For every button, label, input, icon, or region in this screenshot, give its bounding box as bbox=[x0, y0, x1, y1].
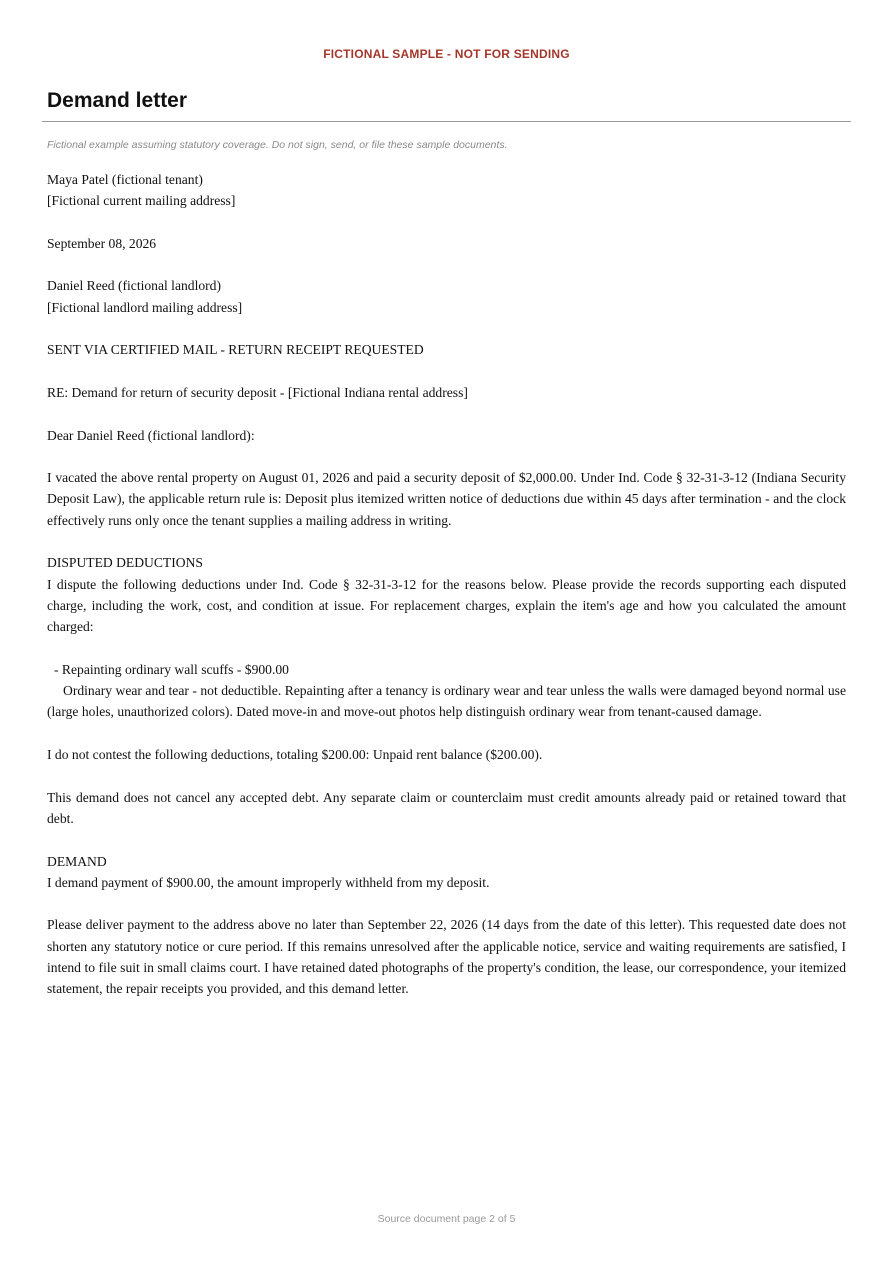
sender-address: [Fictional current mailing address] bbox=[47, 193, 236, 209]
title-divider bbox=[42, 121, 851, 122]
page-footer: Source document page 2 of 5 bbox=[377, 1213, 516, 1225]
demand-heading: DEMAND bbox=[47, 853, 107, 869]
recipient-name: Daniel Reed (fictional landlord) bbox=[47, 278, 222, 294]
disputed-heading: DISPUTED DEDUCTIONS bbox=[47, 555, 203, 571]
disputed-item-label: - Repainting ordinary wall scuffs - $900.00 bbox=[54, 661, 289, 677]
demand-text: I demand payment of $900.00, the amount improperly withheld from my deposit. bbox=[47, 874, 490, 890]
recipient-address: [Fictional landlord mailing address] bbox=[47, 299, 243, 315]
sender-name: Maya Patel (fictional tenant) bbox=[47, 172, 203, 187]
disputed-item bbox=[47, 659, 846, 723]
disputed-section bbox=[47, 552, 846, 722]
salutation: Dear Daniel Reed (fictional landlord): bbox=[47, 427, 255, 443]
disclaimer-note: Fictional example assuming statutory coverage. Do not sign, send, or file these sample documents. bbox=[47, 139, 508, 151]
recipient-block bbox=[47, 275, 846, 318]
closing-paragraph: Please deliver payment to the address above no later than September 22, 2026 (14 days from the date of this letter). This requested date does not shorten any statutory notice or cure period. If this remains unresolved after the applicable notice, service and waiting requirements are satisfied, I intend to file suit in small claims court. I have retained dated photographs of the property's condition, the lease, our correspondence, your itemized statement, the repair receipts you provided, and this demand letter. bbox=[47, 917, 846, 997]
demand-section bbox=[47, 851, 846, 894]
sample-watermark: FICTIONAL SAMPLE - NOT FOR SENDING bbox=[323, 47, 570, 61]
intro-paragraph: I vacated the above rental property on August 01, 2026 and paid a security deposit of $2,000.00. Under Ind. Code § 32-31-3-12 (Indiana Security Deposit Law), the applicable return rule is: Deposit plus itemized written notice of deductions due within 45 days after termination - and the clock effectively runs only once the tenant supplies a mailing address in writing. bbox=[47, 470, 846, 528]
subject-line: RE: Demand for return of security deposit - [Fictional Indiana rental address] bbox=[47, 384, 468, 400]
debt-paragraph: This demand does not cancel any accepted debt. Any separate claim or counterclaim must credit amounts already paid or retained toward that debt. bbox=[47, 789, 846, 826]
letter-date: September 08, 2026 bbox=[47, 235, 157, 251]
uncontested-deductions: I do not contest the following deductions, totaling $200.00: Unpaid rent balance ($200.00). bbox=[47, 747, 543, 763]
letter-body bbox=[47, 169, 846, 1021]
disputed-intro: I dispute the following deductions under Ind. Code § 32-31-3-12 for the reasons below. Please provide the records supporting each disputed charge, including the work, cost, and condition at issue. For replacement charges, explain the item's age and how you calculated the amount charged: bbox=[47, 576, 846, 635]
sender-block bbox=[47, 169, 846, 212]
page-title: Demand letter bbox=[47, 89, 188, 112]
disputed-item-note: Ordinary wear and tear - not deductible. Repainting after a tenancy is ordinary wear and tear unless the walls were damaged beyond normal use (large holes, unauthorized colors). Dated move-in and move-out photos help distinguish ordinary wear from tenant-caused damage. bbox=[47, 683, 846, 720]
delivery-method: SENT VIA CERTIFIED MAIL - RETURN RECEIPT REQUESTED bbox=[47, 342, 424, 358]
